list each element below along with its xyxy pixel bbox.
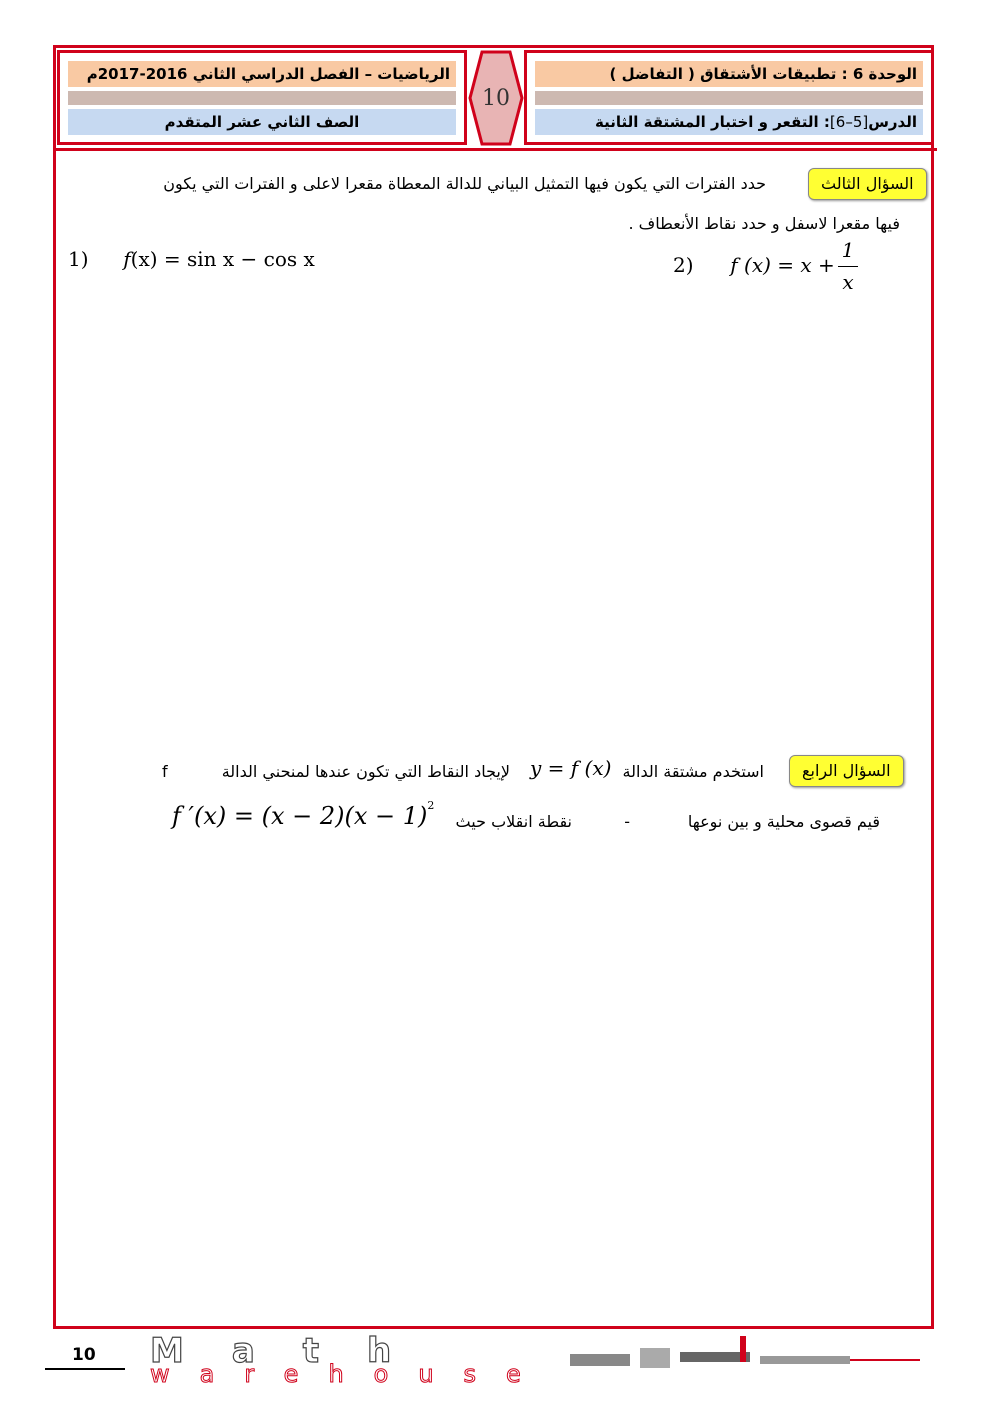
q3-item2-denominator: x xyxy=(842,270,854,294)
q3-text-line1: حدد الفترات التي يكون فيها التمثيل البياني للدالة المعطاة مقعرا لاعلى و الفترات التي يكون xyxy=(163,174,766,193)
q4-label: السؤال الرابع xyxy=(789,755,904,787)
q3-item2-lhs: f (x) = x + xyxy=(730,253,835,277)
q4-dash: - xyxy=(624,812,630,831)
q3-item2-number: 2) xyxy=(673,253,694,277)
q4-derivative-exponent: 2 xyxy=(427,799,435,812)
header-box-course xyxy=(57,50,467,145)
unit-title: الوحدة 6 : تطبيقات الأشتقاق ( التفاضل ) xyxy=(535,61,923,87)
q3-label: السؤال الثالث xyxy=(808,168,927,200)
q3-item1-expr: (x) = sin x − cos x xyxy=(130,247,315,271)
math-warehouse-logo xyxy=(130,1334,930,1384)
header-spacer-band xyxy=(68,91,456,105)
course-term: الرياضيات – الفصل الدراسي الثاني 2016-2017م xyxy=(68,61,456,87)
q3-item2-numerator: 1 xyxy=(841,238,855,262)
q4-derivative: f $'(x) = (x - 2)(x - 1)^2$ xyxy=(172,799,435,830)
lesson-title-row xyxy=(535,109,923,135)
q3-item1-number: 1) xyxy=(68,247,89,271)
q4-text-line2b: نقطة انقلاب حيث xyxy=(455,812,572,831)
q3-item2 xyxy=(673,253,835,277)
q3-item1 xyxy=(68,247,315,271)
header-separator xyxy=(53,148,937,151)
q3-text-line2: فيها مقعرا لاسفل و حدد نقاط الأنعطاف . xyxy=(628,214,900,233)
header-box-unit xyxy=(524,50,934,145)
page-frame xyxy=(53,45,934,1329)
lesson-code: [6–5] xyxy=(829,113,869,131)
lesson-prefix: الدرس xyxy=(868,113,917,131)
q4-text-a: استخدم مشتقة الدالة xyxy=(622,762,764,781)
lesson-title: : التقعر و اختبار المشتقة الثانية xyxy=(595,113,830,131)
logo-math-text: Math xyxy=(150,1334,440,1371)
logo-warehouse-text: warehouse xyxy=(150,1360,551,1384)
header-spacer-band xyxy=(535,91,923,105)
page-number-underline xyxy=(45,1368,125,1370)
page-number: 10 xyxy=(72,1345,96,1365)
page-badge-number: 10 xyxy=(482,86,510,111)
q3-item1-f: f xyxy=(123,247,131,271)
q4-function-letter: f xyxy=(162,762,168,781)
q4-function: y = f (x) xyxy=(530,756,612,780)
q4-text-b: لإيجاد النقاط التي تكون عندها لمنحني الدالة xyxy=(221,762,510,781)
q4-text-line2a: قيم قصوى محلية و بين نوعها xyxy=(687,812,880,831)
q3-item2-fraction-bar xyxy=(838,266,858,267)
grade-level: الصف الثاني عشر المتقدم xyxy=(68,109,456,135)
